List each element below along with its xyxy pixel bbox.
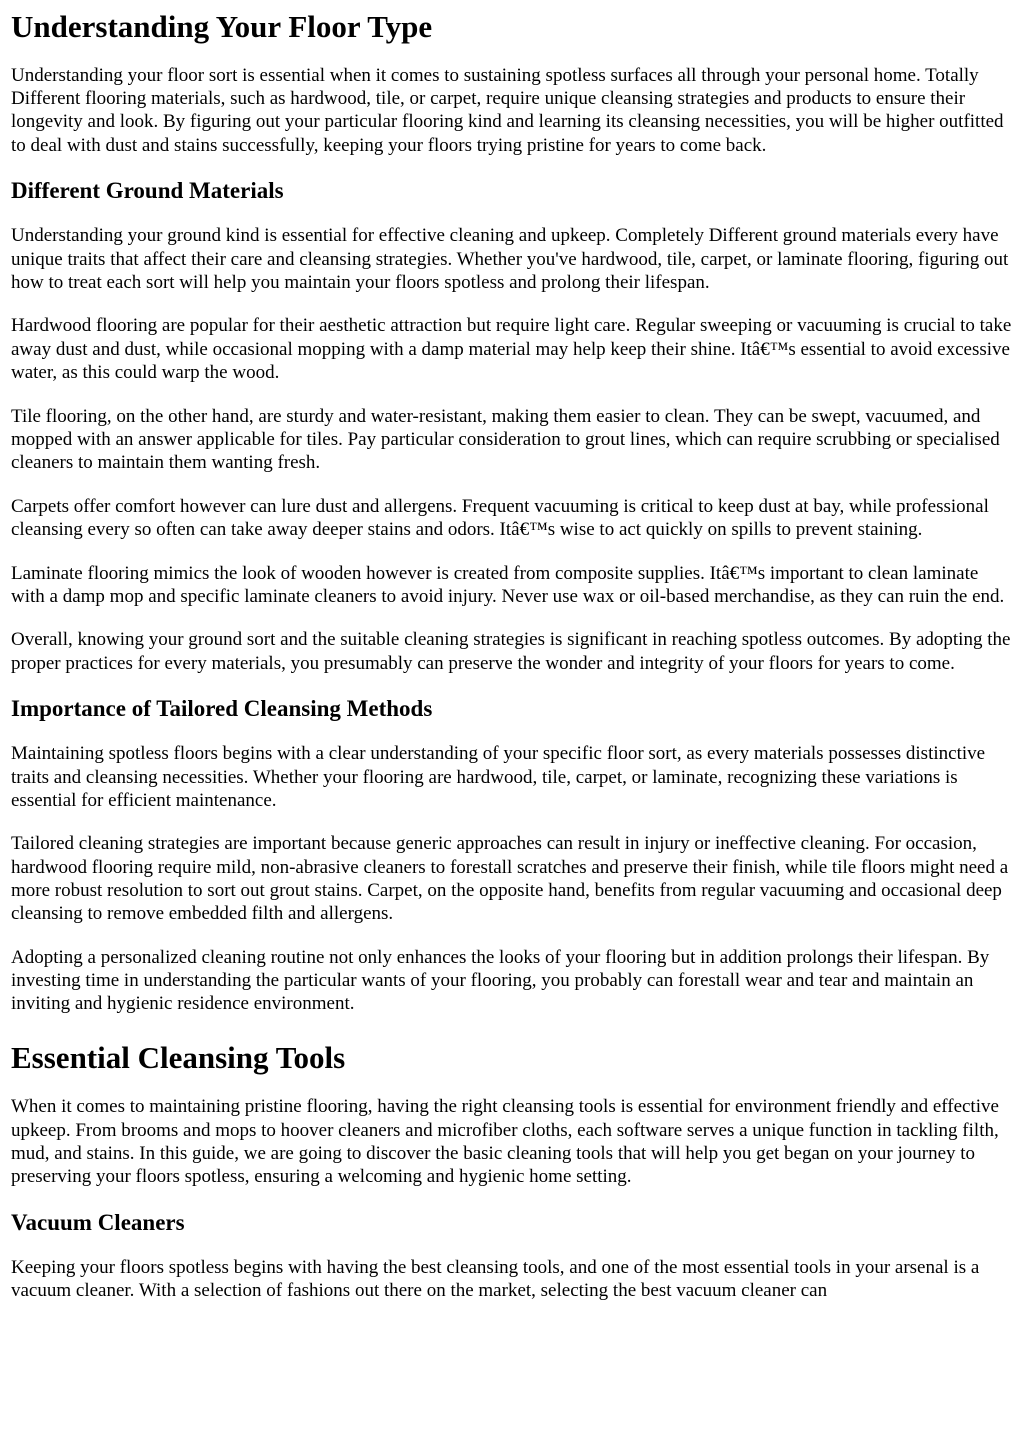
paragraph: Overall, knowing your ground sort and the suitable cleaning strategies is significant in reaching spotless outcomes. By adopting the proper practices for every materials, you presumably can preserve the wonder and integrity of your floors for years to come. [11, 629, 1011, 674]
paragraph: Adopting a personalized cleaning routine not only enhances the looks of your flooring but in addition prolongs their lifespan. By investing time in understanding the particular wants of your flooring, you probably can forestall wear and tear and maintain an inviting and hygienic residence environment. [11, 946, 990, 1015]
paragraph: When it comes to maintaining pristine flooring, having the right cleansing tools is essential for environment friendly and effective upkeep. From brooms and mops to hoover cleaners and microfiber cloths, each software serves a unique function in tackling filth, mud, and stains. In this guide, we are going to discover the basic cleaning tools that will help you get began on your journey to preserving your floors spotless, ensuring a welcoming and hygienic home setting. [11, 1096, 999, 1187]
section-heading-cleansing-tools: Essential Cleansing Tools [11, 1040, 346, 1076]
paragraph: Tile flooring, on the other hand, are sturdy and water-resistant, making them easier to clean. They can be swept, vacuumed, and mopped with an answer applicable for tiles. Pay particular consideration to grout lines, which can require scrubbing or specialised cleaners to maintain them wanting fresh. [11, 405, 1000, 473]
paragraph: Carpets offer comfort however can lure dust and allergens. Frequent vacuuming is critical to keep dust at bay, while professional cleansing every so often can take away deeper stains and odors. Itâ€™s wise to act quickly on spills to prevent staining. [11, 495, 989, 540]
paragraph: Keeping your floors spotless begins with having the best cleansing tools, and one of the most essential tools in your arsenal is a vacuum cleaner. With a selection of fashions out there on the market, selecting the best vacuum cleaner can [11, 1256, 980, 1301]
section-heading-vacuum-cleaners: Vacuum Cleaners [11, 1209, 185, 1235]
section-heading-tailored-methods: Importance of Tailored Cleansing Methods [11, 696, 433, 722]
paragraph: Tailored cleaning strategies are important because generic approaches can result in injury or ineffective cleaning. For occasion, hardwood flooring require mild, non-abrasive cleaners to forestall scratches and preserve their finish, while tile floors might need a more robust resolution to sort out grout stains. Carpet, on the opposite hand, benefits from regular vacuuming and occasional deep cleansing to remove embedded filth and allergens. [11, 833, 1009, 925]
paragraph: Understanding your floor sort is essential when it comes to sustaining spotless surfaces all through your personal home. Totally Different flooring materials, such as hardwood, tile, or carpet, require unique cleansing strategies and products to ensure their longevity and look. By figuring out your particular flooring kind and learning its cleansing necessities, you will be higher outfitted to deal with dust and stains successfully, keeping your floors trying pristine for years to come back. [11, 65, 1004, 156]
article [0, 9, 1024, 1302]
paragraph: Maintaining spotless floors begins with a clear understanding of your specific floor sort, as every materials possesses distinctive traits and cleansing necessities. Whether your flooring are hardwood, tile, carpet, or laminate, recognizing these variations is essential for efficient maintenance. [11, 743, 986, 811]
paragraph: Hardwood flooring are popular for their aesthetic attraction but require light care. Regular sweeping or vacuuming is crucial to take away dust and dust, while occasional mopping with a damp material may help keep their shine. Itâ€™s essential to avoid excessive water, as this could warp the wood. [11, 315, 1012, 383]
paragraph: Laminate flooring mimics the look of wooden however is created from composite supplies. Itâ€™s important to clean laminate with a damp mop and specific laminate cleaners to avoid injury. Never use wax or oil-based merchandise, as they can ruin the end. [11, 562, 1005, 607]
paragraph: Understanding your ground kind is essential for effective cleaning and upkeep. Completely Different ground materials every have unique traits that affect their care and cleansing strategies. Whether you've hardwood, tile, carpet, or laminate flooring, figuring out how to treat each sort will help you maintain your floors spotless and prolong their lifespan. [11, 225, 1009, 293]
section-heading-ground-materials: Different Ground Materials [11, 178, 284, 204]
section-heading-floor-type: Understanding Your Floor Type [11, 9, 433, 44]
